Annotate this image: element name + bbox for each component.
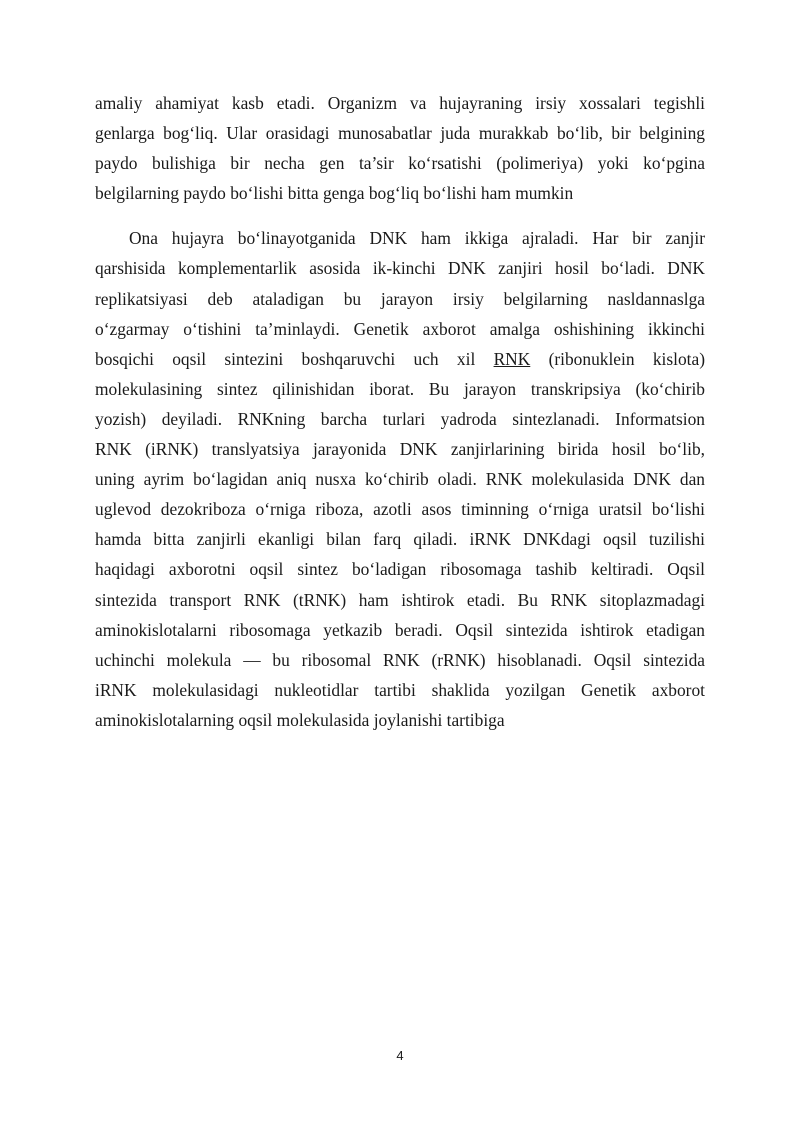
text-line: replikatsiyasi deb ataladigan bu jarayon irsiy belgilarning nasldannaslga [95,288,705,309]
text-line: RNK (iRNK) translyatsiya jarayonida DNK zanjirlarining birida hosil bo‘lib, [95,439,705,460]
rnk-link[interactable]: RNK [493,348,531,369]
text-line: uglevod dezokriboza o‘rniga riboza, azotli asos timinning o‘rniga uratsil bo‘lishi [95,499,705,520]
text-line: aminokislotalarni ribosomaga yetkazib beradi. Oqsil sintezida ishtirok etadigan [95,619,705,640]
text-line: genlarga bog‘liq. Ular orasidagi munosabatlar juda murakkab bo‘lib, bir belgining [95,123,705,144]
page-number: 4 [396,1048,404,1063]
paragraph-2 [95,223,705,735]
text-line: belgilarning paydo bo‘lishi bitta genga bog‘liq bo‘lishi ham mumkin [95,183,574,204]
text-line-with-link [95,344,705,374]
text-segment: (ribonuklein kislota) [530,348,705,369]
text-line: yozish) deyiladi. RNKning barcha turlari yadroda sintezlanadi. Informatsion [95,408,705,429]
paragraph-gap [95,208,705,223]
text-line: paydo bulishiga bir necha gen ta’sir ko‘rsatishi (polimeriya) yoki ko‘pgina [95,153,705,174]
text-line: aminokislotalarning oqsil molekulasida joylanishi tartibiga [95,709,505,730]
text-line: amaliy ahamiyat kasb etadi. Organizm va hujayraning irsiy xossalari tegishli [95,93,705,113]
text-line: molekulasining sintez qilinishidan iborat. Bu jarayon transkripsiya (ko‘chirib [95,378,705,399]
text-line: haqidagi axborotni oqsil sintez bo‘ladigan ribosomaga tashib keltiradi. Oqsil [95,559,705,580]
text-segment: bosqichi oqsil sintezini boshqaruvchi uch xil [95,348,494,369]
paragraph-1 [95,88,705,208]
text-line: o‘zgarmay o‘tishini ta’minlaydi. Genetik axborot amalga oshishining ikkinchi [95,318,705,339]
text-line: sintezida transport RNK (tRNK) ham ishtirok etadi. Bu RNK sitoplazmadagi [95,589,705,610]
text-line: uning ayrim bo‘lagidan aniq nusxa ko‘chirib oladi. RNK molekulasida DNK dan [95,469,705,490]
text-line: uchinchi molekula — bu ribosomal RNK (rRNK) hisoblanadi. Oqsil sintezida [95,649,705,670]
text-line: iRNK molekulasidagi nukleotidlar tartibi shaklida yozilgan Genetik axborot [95,679,705,700]
body-text [95,88,705,735]
text-line: Ona hujayra bo‘linayotganida DNK ham ikkiga ajraladi. Har bir zanjir [129,228,705,249]
text-line: hamda bitta zanjirli ekanligi bilan farq qiladi. iRNK DNKdagi oqsil tuzilishi [95,529,705,550]
text-line: qarshisida komplementarlik asosida ik-kinchi DNK zanjiri hosil bo‘ladi. DNK [95,258,705,279]
